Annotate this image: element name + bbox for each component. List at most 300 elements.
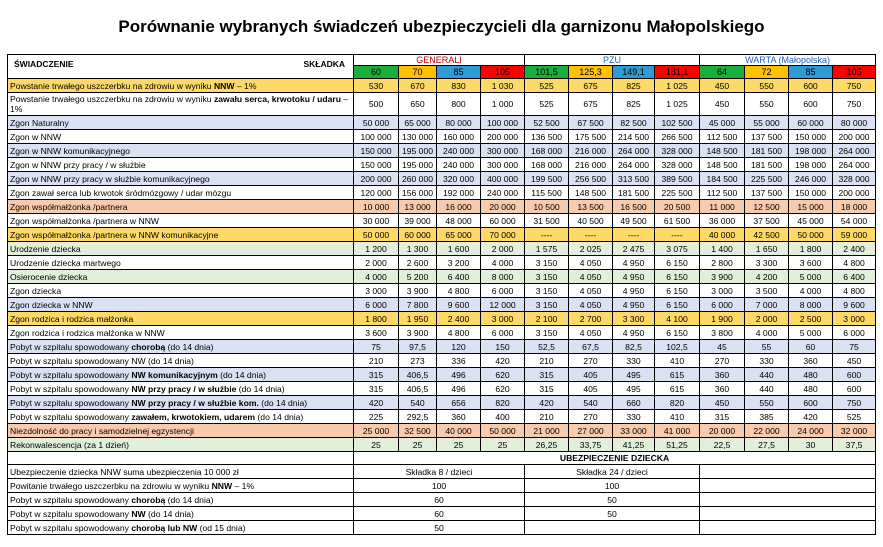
benefit-value: 270	[569, 410, 613, 424]
premium-cell: 60	[354, 66, 399, 79]
benefit-value: 4 050	[569, 256, 613, 270]
child-value-warta	[700, 507, 876, 521]
benefit-value: 50 000	[354, 228, 399, 242]
label-text: Pobyt w szpitalu spowodowany	[10, 341, 132, 352]
benefit-value: ----	[569, 228, 613, 242]
benefit-row	[8, 158, 876, 172]
comparison-table	[7, 54, 876, 535]
benefit-value: 60	[789, 340, 833, 354]
label-text: Urodzenie dziecka martwego	[10, 257, 121, 268]
label-emphasis: NW przy pracy / w służbie kom.	[131, 397, 259, 408]
label-text: (do 14 dnia)	[145, 508, 194, 519]
child-row-label	[8, 521, 354, 535]
benefit-value: 198 000	[789, 158, 833, 172]
benefit-row	[8, 396, 876, 410]
insurer-name-warta: WARTA (Małopolska)	[700, 55, 876, 66]
benefit-value: 37,5	[833, 438, 876, 452]
benefit-label	[8, 130, 354, 144]
benefit-value: 500	[354, 93, 399, 116]
benefit-value: 620	[481, 382, 525, 396]
benefit-value: 525	[525, 79, 569, 93]
benefit-value: 2 400	[437, 312, 481, 326]
benefit-value: 530	[354, 79, 399, 93]
benefit-value: 266 500	[655, 130, 700, 144]
benefit-value: 1 600	[437, 242, 481, 256]
benefit-value: 270	[700, 354, 745, 368]
benefit-value: 181 500	[745, 144, 789, 158]
benefit-value: 1 000	[481, 93, 525, 116]
benefit-value: 4 050	[569, 284, 613, 298]
benefit-value: 420	[789, 410, 833, 424]
child-intro-row	[8, 465, 876, 479]
benefit-value: 750	[833, 93, 876, 116]
label-emphasis: zawału serca, krwotoku / udaru	[213, 94, 342, 104]
benefit-value: 330	[613, 354, 655, 368]
benefit-value: 82 500	[613, 116, 655, 130]
benefit-value: 60 000	[481, 214, 525, 228]
child-value-pzu	[525, 521, 700, 535]
label-text: Zgon Naturalny	[10, 117, 69, 128]
benefit-value: 300 000	[481, 158, 525, 172]
benefit-row	[8, 228, 876, 242]
insurer-name-pzu: PZU	[525, 55, 700, 66]
benefit-value: 75	[833, 340, 876, 354]
benefit-value: 4 200	[745, 270, 789, 284]
benefit-label	[8, 93, 354, 116]
benefit-label	[8, 312, 354, 326]
benefit-value: 615	[655, 368, 700, 382]
benefit-label	[8, 410, 354, 424]
benefit-value: 600	[833, 368, 876, 382]
label-emphasis: chorobą	[131, 341, 166, 352]
benefit-value: 21 000	[525, 424, 569, 438]
benefit-label	[8, 382, 354, 396]
benefit-value: 440	[745, 368, 789, 382]
label-text: (do 14 dnia)	[236, 383, 285, 394]
label-text: (do 14 dnia)	[258, 397, 308, 408]
benefit-value: 148 500	[700, 144, 745, 158]
benefit-value: 200 000	[833, 186, 876, 200]
benefit-value: 6 400	[833, 270, 876, 284]
label-text: Zgon w NNW przy pracy / w służbie	[10, 159, 146, 170]
benefit-value: 32 500	[399, 424, 437, 438]
benefit-value: 525	[833, 410, 876, 424]
benefit-value: 82,5	[613, 340, 655, 354]
benefit-value: 55	[745, 340, 789, 354]
benefit-value: 40 500	[569, 214, 613, 228]
benefit-value: 10 500	[525, 200, 569, 214]
benefit-value: 1 300	[399, 242, 437, 256]
benefit-value: 10 000	[354, 200, 399, 214]
benefit-value: 25	[437, 438, 481, 452]
premium-cell: 105	[833, 66, 876, 79]
label-emphasis: NW przy pracy / w służbie	[131, 383, 237, 394]
benefit-value: ----	[655, 228, 700, 242]
benefit-value: 825	[613, 79, 655, 93]
benefit-value: 100 000	[354, 130, 399, 144]
benefit-value: 273	[399, 354, 437, 368]
benefit-value: 115 500	[525, 186, 569, 200]
benefit-row	[8, 298, 876, 312]
benefit-value: 328 000	[655, 144, 700, 158]
label-text: Zgon rodzica i rodzica małżonka w NNW	[10, 327, 165, 338]
benefit-value: 1 025	[655, 93, 700, 116]
benefit-value: 175 500	[569, 130, 613, 144]
benefit-value: 112 500	[700, 130, 745, 144]
benefit-label	[8, 79, 354, 93]
benefit-value: 1 575	[525, 242, 569, 256]
benefit-row	[8, 116, 876, 130]
label-text: Zgon w NNW komunikacyjnego	[10, 145, 130, 156]
premium-cell: 72	[745, 66, 789, 79]
benefit-row	[8, 242, 876, 256]
child-value-pzu: 50	[525, 493, 700, 507]
benefit-value: 24 000	[789, 424, 833, 438]
benefit-label	[8, 340, 354, 354]
benefit-value: 150 000	[354, 144, 399, 158]
benefit-value: 225 500	[655, 186, 700, 200]
benefit-value: 210	[525, 354, 569, 368]
benefit-value: 181 500	[745, 158, 789, 172]
benefit-label	[8, 368, 354, 382]
benefit-value: 7 800	[399, 298, 437, 312]
premium-cell: 105	[481, 66, 525, 79]
label-text: – 1%	[232, 480, 255, 491]
benefit-value: 525	[525, 93, 569, 116]
premium-cell: 101,5	[525, 66, 569, 79]
benefit-value: 2 000	[481, 242, 525, 256]
benefit-value: 27 000	[569, 424, 613, 438]
benefit-value: 30	[789, 438, 833, 452]
benefit-value: 1 650	[745, 242, 789, 256]
label-text: – 1%	[10, 94, 349, 114]
label-text: Pobyt w szpitalu spowodowany	[10, 411, 132, 422]
child-row	[8, 521, 876, 535]
benefit-value: 3 000	[481, 312, 525, 326]
benefit-row	[8, 93, 876, 116]
benefit-value: 39 000	[399, 214, 437, 228]
benefit-value: 16 000	[437, 200, 481, 214]
label-text: Powitanie trwałego uszczerbku na zdrowiu w wyniku	[10, 480, 212, 491]
benefit-value: 264 000	[613, 144, 655, 158]
benefit-value: 31 500	[525, 214, 569, 228]
label-text: Pobyt w szpitalu spowodowany	[10, 508, 132, 519]
label-text: Zgon zawał serca lub krwotok śródmózgowy / udar mózgu	[10, 187, 232, 198]
benefit-value: 51,25	[655, 438, 700, 452]
benefit-value: 405	[569, 368, 613, 382]
benefit-value: 5 000	[789, 326, 833, 340]
benefit-value: 496	[437, 382, 481, 396]
child-section	[8, 452, 876, 535]
benefit-value: 12 000	[481, 298, 525, 312]
benefit-value: 4 000	[354, 270, 399, 284]
benefit-value: 1 025	[655, 79, 700, 93]
benefit-value: 4 800	[833, 284, 876, 298]
benefit-value: 4 000	[481, 256, 525, 270]
benefit-row	[8, 79, 876, 93]
header-corner	[8, 55, 354, 79]
benefit-value: 550	[745, 93, 789, 116]
benefit-value: 8 000	[481, 270, 525, 284]
label-text: Pobyt w szpitalu spowodowany	[10, 369, 132, 380]
child-premium-pzu: Składka 24 / dzieci	[525, 465, 700, 479]
benefit-value: 11 000	[700, 200, 745, 214]
benefit-value: 6 000	[481, 326, 525, 340]
benefit-value: 750	[833, 396, 876, 410]
benefit-label	[8, 172, 354, 186]
benefit-value: 328 000	[833, 172, 876, 186]
benefit-value: 3 000	[833, 312, 876, 326]
benefit-value: 315	[525, 382, 569, 396]
benefit-value: 4 000	[745, 326, 789, 340]
benefit-row	[8, 200, 876, 214]
label-text: – 1%	[234, 80, 257, 91]
benefit-value: 6 000	[833, 326, 876, 340]
benefit-label	[8, 158, 354, 172]
benefit-value: 6 150	[655, 326, 700, 340]
benefit-value: 33 000	[613, 424, 655, 438]
benefit-value: 148 500	[700, 158, 745, 172]
premium-cell: 181,1	[655, 66, 700, 79]
benefit-value: 136 500	[525, 130, 569, 144]
benefit-value: 4 100	[655, 312, 700, 326]
benefit-value: 160 000	[437, 130, 481, 144]
benefit-value: 54 000	[833, 214, 876, 228]
benefit-value: 3 300	[613, 312, 655, 326]
label-text: Rekonwalescencja (za 1 dzień)	[10, 439, 129, 450]
benefit-value: 168 000	[525, 144, 569, 158]
benefit-value: 195 000	[399, 158, 437, 172]
benefit-value: 4 000	[789, 284, 833, 298]
benefit-value: 13 500	[569, 200, 613, 214]
benefit-value: 600	[789, 79, 833, 93]
benefit-value: 3 150	[525, 298, 569, 312]
benefit-value: 650	[399, 93, 437, 116]
benefit-value: 292,5	[399, 410, 437, 424]
benefit-value: 214 500	[613, 130, 655, 144]
benefit-value: 3 000	[700, 284, 745, 298]
benefit-value: 410	[655, 410, 700, 424]
benefit-row	[8, 312, 876, 326]
child-value-warta	[700, 479, 876, 493]
benefit-label	[8, 186, 354, 200]
benefit-value: 168 000	[525, 158, 569, 172]
benefit-value: 40 000	[700, 228, 745, 242]
benefit-value: 2 400	[833, 242, 876, 256]
child-value-pzu: 50	[525, 507, 700, 521]
benefit-value: 25	[354, 438, 399, 452]
benefit-label	[8, 424, 354, 438]
benefit-value: 33,75	[569, 438, 613, 452]
benefit-value: 264 000	[833, 158, 876, 172]
benefit-value: 313 500	[613, 172, 655, 186]
benefit-value: 3 900	[399, 326, 437, 340]
child-value-warta	[700, 521, 876, 535]
child-premium-generali: Składka 8 / dzieci	[354, 465, 525, 479]
child-value-pzu: 100	[525, 479, 700, 493]
benefit-row	[8, 354, 876, 368]
benefit-value: 150 000	[789, 130, 833, 144]
benefit-value: 50 000	[354, 116, 399, 130]
label-text: (do 14 dnia)	[255, 411, 304, 422]
benefit-value: 420	[481, 354, 525, 368]
label-text: Pobyt w szpitalu spowodowany	[10, 397, 132, 408]
benefit-value: 315	[700, 410, 745, 424]
label-text: Zgon współmałżonka /partnera w NNW	[10, 215, 160, 226]
benefit-value: 3 900	[700, 270, 745, 284]
benefit-value: 3 300	[745, 256, 789, 270]
benefit-value: 6 000	[481, 284, 525, 298]
benefit-value: 37 500	[745, 214, 789, 228]
benefit-label	[8, 214, 354, 228]
benefit-row	[8, 368, 876, 382]
benefit-value: 825	[613, 93, 655, 116]
benefit-value: 480	[789, 368, 833, 382]
benefit-value: 6 150	[655, 270, 700, 284]
benefit-value: 225	[354, 410, 399, 424]
benefit-value: 4 950	[613, 270, 655, 284]
benefit-label	[8, 298, 354, 312]
benefit-value: 48 000	[437, 214, 481, 228]
benefit-value: 246 000	[789, 172, 833, 186]
label-text: Pobyt w szpitalu spowodowany	[10, 383, 132, 394]
benefit-value: 400 000	[481, 172, 525, 186]
benefit-value: 820	[481, 396, 525, 410]
label-text: (od 15 dnia)	[197, 522, 246, 533]
benefit-label	[8, 438, 354, 452]
benefit-value: 4 950	[613, 298, 655, 312]
benefit-value: 2 000	[745, 312, 789, 326]
benefit-value: 216 000	[569, 158, 613, 172]
benefit-value: 75	[354, 340, 399, 354]
benefit-row	[8, 172, 876, 186]
benefit-value: 8 000	[789, 298, 833, 312]
benefit-value: 256 500	[569, 172, 613, 186]
benefit-value: 300 000	[481, 144, 525, 158]
child-row-label	[8, 493, 354, 507]
label-text: Zgon w NNW	[10, 131, 62, 142]
child-value-generali: 60	[354, 507, 525, 521]
benefit-value: 3 200	[437, 256, 481, 270]
benefit-value: 70 000	[481, 228, 525, 242]
page-title: Porównanie wybranych świadczeń ubezpieczycieli dla garnizonu Małopolskiego	[118, 17, 765, 36]
child-premium-warta	[700, 465, 876, 479]
benefit-value: 4 950	[613, 256, 655, 270]
benefit-value: 405	[569, 382, 613, 396]
benefit-value: 20 500	[655, 200, 700, 214]
insurer-name-generali: GENERALI	[354, 55, 525, 66]
benefit-value: 5 000	[789, 270, 833, 284]
child-value-generali: 100	[354, 479, 525, 493]
benefit-value: 1 400	[700, 242, 745, 256]
benefit-value: 315	[354, 368, 399, 382]
benefit-value: 120 000	[354, 186, 399, 200]
benefit-value: 3 600	[354, 326, 399, 340]
benefit-label	[8, 242, 354, 256]
swiadczenie-label: ŚWIADCZENIE	[14, 59, 74, 69]
label-text: Zgon współmałżonka /partnera	[10, 201, 128, 212]
child-value-generali: 50	[354, 521, 525, 535]
benefit-value: 18 000	[833, 200, 876, 214]
label-emphasis: NNW	[213, 80, 235, 91]
benefit-value: 240 000	[481, 186, 525, 200]
insurer-header-row	[8, 55, 876, 66]
benefit-label	[8, 228, 354, 242]
benefit-value: 4 800	[833, 256, 876, 270]
label-emphasis: NW komunikacyjnym	[131, 369, 218, 380]
benefit-value: 330	[613, 410, 655, 424]
benefit-value: 675	[569, 93, 613, 116]
benefit-value: 3 000	[354, 284, 399, 298]
benefit-value: 540	[569, 396, 613, 410]
child-value-generali: 60	[354, 493, 525, 507]
benefit-value: 20 000	[700, 424, 745, 438]
benefit-value: 360	[789, 354, 833, 368]
benefit-value: 540	[399, 396, 437, 410]
benefit-value: 3 150	[525, 326, 569, 340]
benefit-value: 406,5	[399, 382, 437, 396]
label-text: Pobyt w szpitalu spowodowany	[10, 522, 132, 533]
benefit-value: 60 000	[399, 228, 437, 242]
benefit-value: 80 000	[833, 116, 876, 130]
benefit-value: 16 500	[613, 200, 655, 214]
benefit-value: 3 150	[525, 256, 569, 270]
benefit-value: 260 000	[399, 172, 437, 186]
premium-cell: 70	[399, 66, 437, 79]
benefit-value: 150	[481, 340, 525, 354]
benefit-value: 200 000	[833, 130, 876, 144]
label-emphasis: NW	[131, 508, 146, 519]
benefit-value: 199 500	[525, 172, 569, 186]
label-text: (do 14 dnia)	[165, 494, 214, 505]
benefit-value: 181 500	[613, 186, 655, 200]
benefit-value: 41 000	[655, 424, 700, 438]
benefit-value: 4 050	[569, 298, 613, 312]
benefit-value: 1 800	[354, 312, 399, 326]
child-row-label	[8, 479, 354, 493]
label-text: Zgon w NNW przy pracy w służbie komunikacyjnego	[10, 173, 210, 184]
benefit-row	[8, 144, 876, 158]
benefit-value: 13 000	[399, 200, 437, 214]
benefit-value: 7 000	[745, 298, 789, 312]
benefit-value: 410	[655, 354, 700, 368]
benefit-value: 15 000	[789, 200, 833, 214]
benefit-value: 675	[569, 79, 613, 93]
label-text: Niezdolność do pracy i samodzielnej egzystencji	[10, 425, 194, 436]
benefit-value: 496	[437, 368, 481, 382]
benefit-value: 156 000	[399, 186, 437, 200]
benefit-value: 550	[745, 396, 789, 410]
benefit-value: 59 000	[833, 228, 876, 242]
benefit-value: 420	[354, 396, 399, 410]
benefit-value: 45	[700, 340, 745, 354]
benefit-value: 97,5	[399, 340, 437, 354]
benefit-value: 1 200	[354, 242, 399, 256]
benefit-value: 200 000	[481, 130, 525, 144]
benefit-value: 65 000	[399, 116, 437, 130]
label-text: Zgon współmałżonka /partnera w NNW komunikacyjne	[10, 229, 219, 240]
benefit-value: 2 700	[569, 312, 613, 326]
child-section-title: UBEZPIECZENIE DZIECKA	[354, 452, 876, 465]
benefit-value: 6 000	[700, 298, 745, 312]
benefit-value: 360	[700, 368, 745, 382]
premium-cell: 125,3	[569, 66, 613, 79]
child-value-warta	[700, 493, 876, 507]
benefit-label	[8, 116, 354, 130]
benefit-value: 3 800	[700, 326, 745, 340]
benefit-value: 67,5	[569, 340, 613, 354]
benefit-value: 9 600	[833, 298, 876, 312]
